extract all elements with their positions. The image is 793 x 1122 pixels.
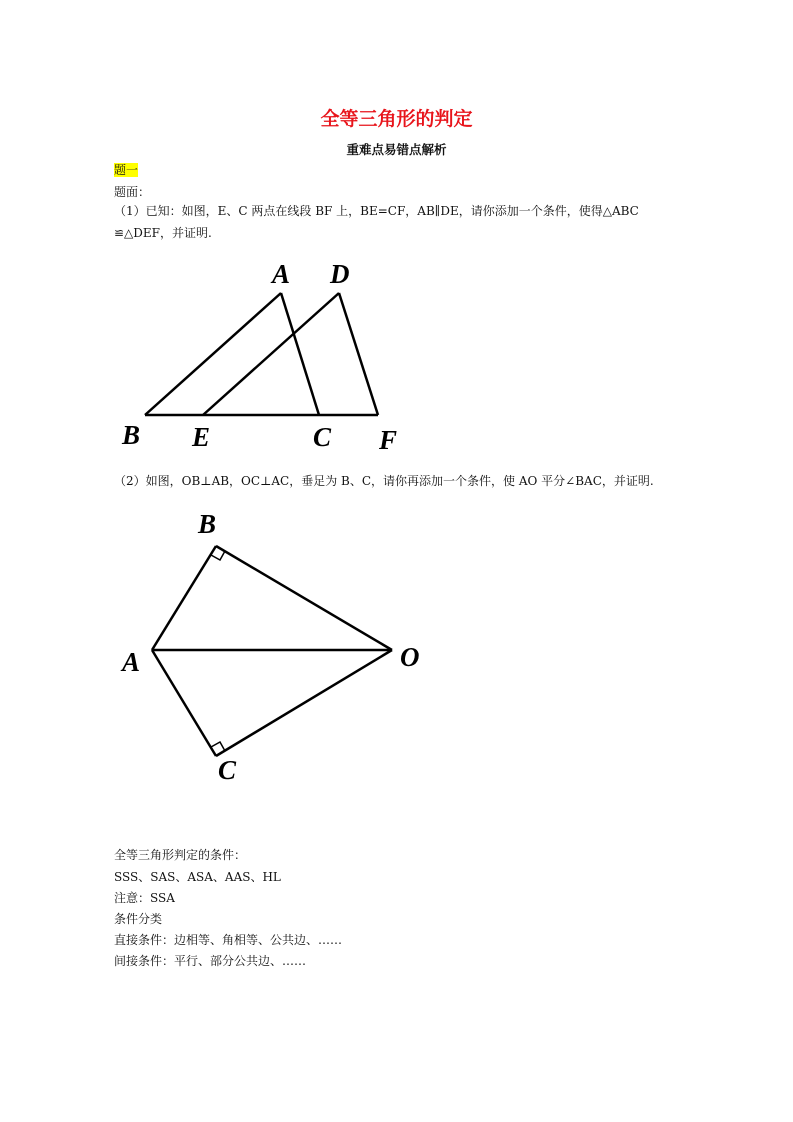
- label-C: C: [313, 422, 332, 452]
- page-title: 全等三角形的判定: [320, 108, 473, 130]
- note-line: 条件分类: [114, 912, 163, 926]
- label-E: E: [192, 422, 211, 452]
- page-subtitle: 重难点易错点解析: [346, 142, 447, 157]
- label-C2: C: [218, 755, 237, 785]
- label-B2: B: [198, 509, 217, 539]
- label-A2: A: [122, 647, 141, 677]
- label-D: D: [330, 259, 350, 289]
- question-1-line-1: （1）已知：如图，E、C 两点在线段 BF 上，BE=CF，AB∥DE，请你添加一个条件，使得△ABC: [114, 204, 639, 218]
- note-line: 间接条件：平行、部分公共边、……: [114, 954, 307, 968]
- note-line: 注意：SSA: [114, 891, 175, 905]
- label-F: F: [379, 425, 398, 455]
- note-line: SSS、SAS、ASA、AAS、HL: [114, 870, 281, 884]
- note-line: 直接条件：边相等、角相等、公共边、……: [114, 933, 343, 947]
- stem-label: 题面：: [114, 185, 151, 199]
- label-O2: O: [400, 642, 420, 672]
- section-heading: 题一: [114, 163, 139, 177]
- note-line: 全等三角形判定的条件：: [114, 848, 247, 862]
- label-B: B: [122, 420, 141, 450]
- figure-1: [145, 293, 378, 415]
- question-1-line-2: ≌△DEF，并证明.: [114, 226, 212, 240]
- question-2: （2）如图，OB⊥AB，OC⊥AC，垂足为 B、C，请你再添加一个条件，使 AO 平分∠BAC，并证明.: [114, 474, 654, 488]
- label-A: A: [272, 259, 291, 289]
- figure-2: [152, 546, 392, 756]
